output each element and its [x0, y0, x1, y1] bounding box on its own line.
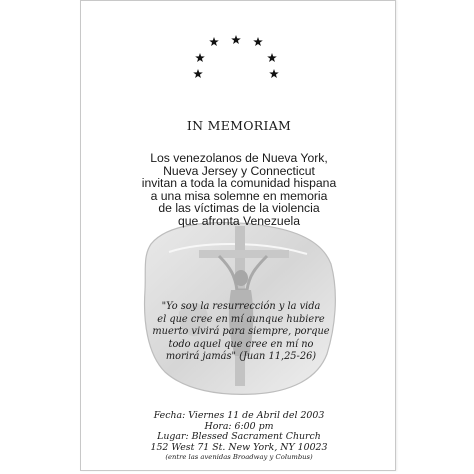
quote-line: todo aquel que cree en mí no	[168, 338, 314, 350]
star-icon	[195, 53, 205, 62]
invitation-text	[81, 152, 397, 228]
invitation-line: Nueva Jersey y Connecticut	[163, 163, 315, 178]
event-place: Lugar: Blessed Sacrament Church	[157, 431, 321, 443]
stars-svg	[81, 1, 397, 101]
quote-line: muerto vivirá para siempre, porque	[152, 326, 330, 337]
event-date: Fecha: Viernes 11 de Abril del 2003	[153, 410, 325, 421]
event-address: 152 West 71 St. New York, NY 10023	[150, 441, 328, 453]
quote-line: el que cree en mí aunque hubiere	[157, 313, 325, 325]
scripture-quote	[141, 301, 341, 364]
event-time: Hora: 6:00 pm	[204, 420, 274, 432]
page-title: IN MEMORIAM	[186, 118, 292, 133]
memorial-card	[80, 0, 396, 471]
quote-line: "Yo soy la resurrección y la vida	[161, 301, 321, 312]
invitation-line: a una misa solemne en memoria	[150, 188, 328, 203]
stars-arc	[81, 1, 397, 101]
star-icon	[231, 35, 241, 44]
invitation-line: Los venezolanos de Nueva York,	[150, 151, 328, 165]
event-address-note: (entre las avenidas Broadway y Columbus)	[165, 453, 313, 462]
quote-line: morirá jamás" (Juan 11,25-26)	[165, 351, 317, 362]
invitation-line: invitan a toda la comunidad hispana	[141, 176, 337, 191]
event-details	[81, 411, 397, 461]
star-icon	[269, 69, 279, 78]
star-icon	[193, 69, 203, 78]
invitation-line: que afronta Venezuela	[178, 213, 300, 228]
star-icon	[209, 37, 219, 46]
star-icon	[253, 37, 263, 46]
invitation-line: de las víctimas de la violencia	[158, 201, 320, 216]
star-icon	[267, 53, 277, 62]
